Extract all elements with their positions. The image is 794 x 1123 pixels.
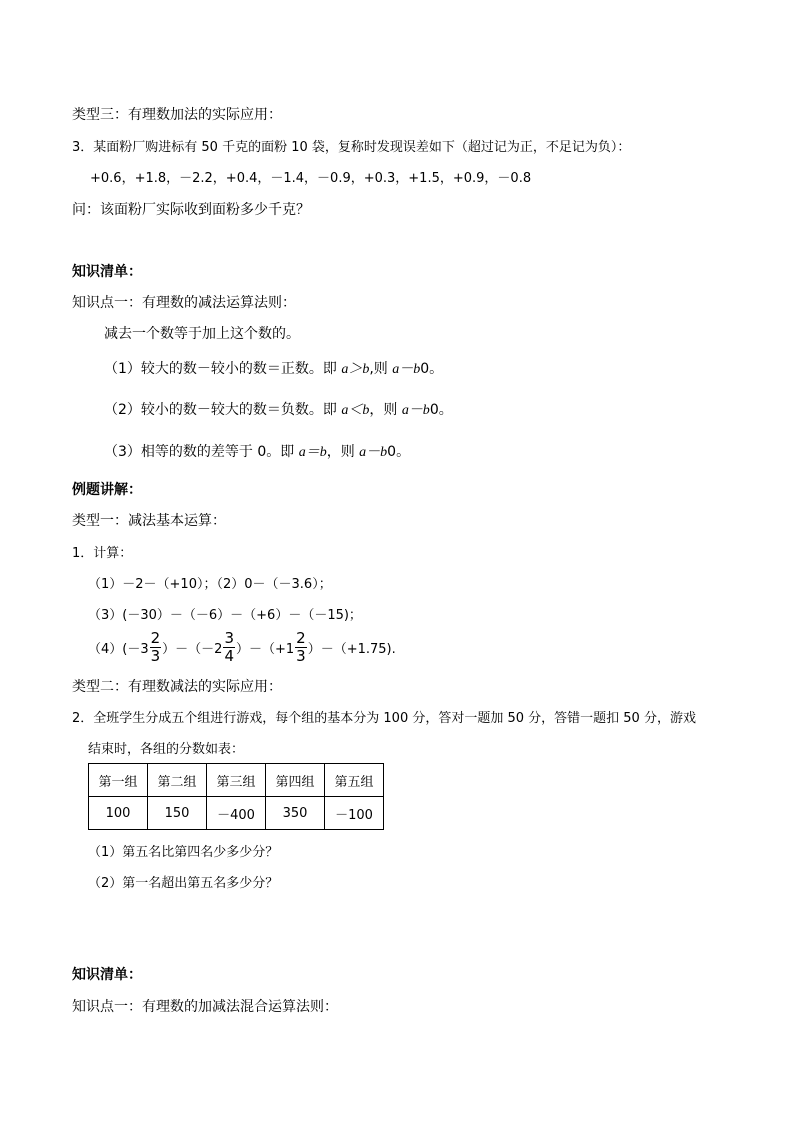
question-3-ask: 问：该面粉厂实际收到面粉多少千克？ [72,202,310,218]
subtraction-rule: 减去一个数等于加上这个数的。 [104,326,300,342]
table-header-cell: 第四组 [266,764,325,797]
table-cell: 100 [89,797,148,830]
knowledge-point-1: 知识点一：有理数的减法运算法则： [72,295,296,311]
table-header-cell: 第五组 [325,764,384,797]
rule-2: （2）较小的数－较大的数＝负数。即 a＜b，则 a－b0。 [104,402,453,418]
calc-4: （4）(－3 $\frac{2}{3}$ ）－（－2 $\frac{3}{4}$ ）－（+1 $\frac{2}{3}$ ）－（+1.75). [88,628,396,665]
type1-title: 类型一：减法基本运算： [72,513,226,529]
rule-1: （1）较大的数－较小的数＝正数。即 a＞b,则 a－b0。 [104,361,444,377]
examples-heading: 例题讲解： [72,482,142,498]
table-cell: －400 [207,797,266,830]
score-table [88,763,384,830]
type2-title: 类型二：有理数减法的实际应用： [72,679,282,695]
table-cell: 150 [148,797,207,830]
knowledge-heading-2: 知识清单： [72,967,142,983]
question-3-text: 3．某面粉厂购进标有 50 千克的面粉 10 袋，复称时发现误差如下（超过记为正，不足记为负）： [72,140,631,155]
question-3-values: +0.6，+1.8，－2.2，+0.4，－1.4，－0.9，+0.3，+1.5，+0.9，－0.8 [90,171,532,186]
calc-3: （3）(－30）－（－6）－（+6）－（－15)； [88,608,362,623]
rule-3: （3）相等的数的差等于 0。即 a＝b，则 a－b0。 [104,444,411,460]
table-header-cell: 第三组 [207,764,266,797]
table-header-row [89,764,384,797]
question-2-sub-2: （2）第一名超出第五名多少分？ [88,876,279,891]
table-row [89,797,384,830]
question-2-line-2: 结束时，各组的分数如表： [88,742,245,757]
table-cell: 350 [266,797,325,830]
knowledge-point-1-mixed: 知识点一：有理数的加减法混合运算法则： [72,999,338,1015]
question-2-sub-1: （1）第五名比第四名少多少分？ [88,845,279,860]
fraction-3-4: $\frac{3}{4}$ [224,628,234,665]
question-1-text: 1．计算： [72,546,133,561]
question-2-line-1: 2．全班学生分成五个组进行游戏，每个组的基本分为 100 分，答对一题加 50 分，答错一题扣 50 分，游戏 [72,711,696,726]
fraction-2-3: $\frac{2}{3}$ [150,628,161,665]
calc-1-2: （1）－2－（+10）；（2）0－（－3.6）； [88,577,332,592]
knowledge-heading: 知识清单： [72,264,142,280]
table-header-cell: 第一组 [89,764,148,797]
table-header-cell: 第二组 [148,764,207,797]
fraction-2-3-b: $\frac{2}{3}$ [296,628,306,665]
table-cell: －100 [325,797,384,830]
type3-title: 类型三：有理数加法的实际应用： [72,107,282,123]
